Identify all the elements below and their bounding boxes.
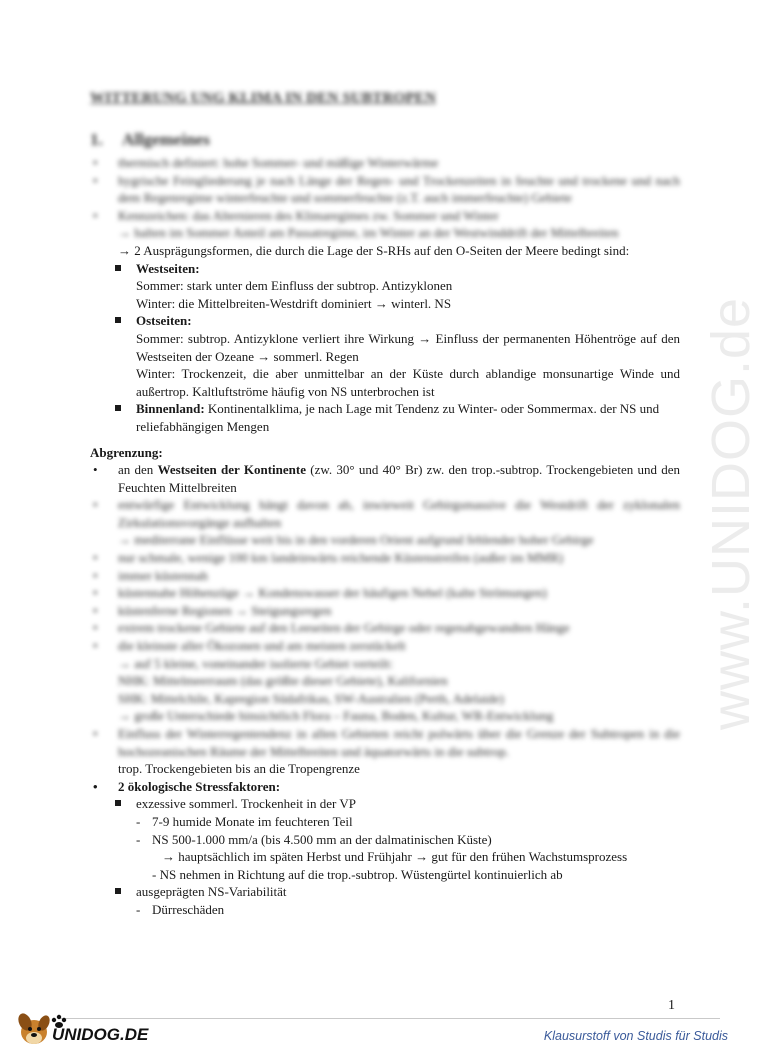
list-item: • küstennahe Höhenzüge → Kondenswasser der häufigen Nebel (kalte Strömungen) bbox=[90, 584, 680, 602]
page-number: 1 bbox=[668, 998, 675, 1013]
list-item: • thermisch definiert: hohe Sommer- und mäßige Winterwärme bbox=[90, 154, 680, 172]
binnenland-heading: Binnenland: bbox=[136, 401, 205, 417]
page-title: WITTERUNG UNG KLIMA IN DEN SUBTROPEN bbox=[90, 90, 436, 106]
footer-tagline: Klausurstoff von Studis für Studis bbox=[543, 1029, 728, 1043]
list-item-continuation: trop. Trockengebieten bis an die Tropengrenze bbox=[118, 761, 360, 777]
document-body bbox=[90, 154, 680, 919]
list-item: • hygrische Feingliederung je nach Länge der Regen- und Trockenzeiten in feuchte und trockene und nach dem Regenregime winterfeuchte und sommerfeuchte (z.T. auch immerfeuchte) Gebiete bbox=[90, 172, 680, 207]
binnenland-text: Kontinentalklima, je nach Lage mit Tendenz zu Winter- oder Sommermax. der NS und reliefabhängigen Mengen bbox=[136, 401, 660, 434]
list-item-continuation: → halten im Sommer Anteil am Passatregime, im Winter an der Westwinddrift der Mittelbreiten bbox=[118, 225, 619, 241]
list-item: • nur schmale, wenige 100 km landeinwärts reichende Küstenstreifen (außer im MMR) bbox=[90, 549, 680, 567]
list-item: • Kennzeichen: das Alternieren des Klimaregimes zw. Sommer und Winter bbox=[90, 207, 680, 225]
list-item-continuation: → mediterrane Einflüsse weit bis in den vorderen Orient aufgrund fehlender hoher Gebirge bbox=[118, 532, 594, 548]
abgrenzung-heading: Abgrenzung: bbox=[90, 444, 163, 460]
list-item: • extrem trockene Gebiete auf den Leeseiten der Gebirge oder regenabgewandten Hänge bbox=[90, 619, 680, 637]
stress-subitem-arrow: → hauptsächlich im späten Herbst und Frühjahr → gut für den frühen Wachstumsprozess bbox=[162, 849, 628, 865]
abgrenzung-text: an den bbox=[118, 462, 154, 478]
watermark: www.UNIDOG.de bbox=[701, 296, 761, 730]
stress-subitem: - 7-9 humide Monate im feuchteren Teil bbox=[90, 813, 680, 831]
abgrenzung-text: (zw. 30° und 40° Br) zw. den trop.-subtrop. Trockengebieten und den Feuchten Mittelbreiten bbox=[118, 462, 681, 495]
binnenland-item bbox=[90, 400, 680, 435]
list-item: • immer küstennah bbox=[90, 567, 680, 585]
ostseiten-winter: Winter: Trockenzeit, die aber unmittelbar an der Küste durch ablandige monsunartige Winde und außertrop. Kaltluftströme häufig von NS unterbrochen ist bbox=[136, 366, 680, 399]
ostseiten-heading: Ostseiten: bbox=[90, 312, 680, 330]
list-item-continuation: SHK: Mittelchile, Kapregion Südafrikas, SW-Australien (Perth, Adelaide) bbox=[118, 690, 504, 706]
westseiten-winter: Winter: die Mittelbreiten-Westdrift dominiert → winterl. NS bbox=[136, 295, 452, 311]
list-item: • küstenferne Regionen → Steigungsregen bbox=[90, 602, 680, 620]
list-item-continuation: → auf 5 kleine, voneinander isolierte Gebiet verteilt: bbox=[118, 655, 394, 671]
logo-text: UNIDOG.DE bbox=[52, 1025, 149, 1044]
ostseiten-summer: Sommer: subtrop. Antizyklone verliert ihre Wirkung → Einfluss der permanenten Höhentröge auf den Westseiten der Ozeane → sommerl. Regen bbox=[136, 330, 680, 364]
list-item: • entwürfige Entwicklung hängt davon ab, inwieweit Gebirgsmassive die Westdrift der zyklonalen Zirkulationsvorgänge aufhalten bbox=[90, 496, 680, 531]
list-item bbox=[90, 461, 680, 496]
westseiten-summer: Sommer: stark unter dem Einfluss der subtrop. Antizyklonen bbox=[136, 278, 453, 294]
stress-heading: • 2 ökologische Stressfaktoren: bbox=[90, 778, 680, 796]
westseiten-heading: Westseiten: bbox=[90, 260, 680, 278]
list-item-continuation: → große Unterschiede hinsichtlich Flora – Fauna, Boden, Kultur, WR-Entwicklung bbox=[118, 708, 554, 724]
stress-subitem: - NS 500-1.000 mm/a (bis 4.500 mm an der dalmatinischen Küste) bbox=[90, 831, 680, 849]
stress-item: ausgeprägten NS-Variabilität bbox=[90, 883, 680, 901]
abgrenzung-bold: Westseiten der Kontinente bbox=[157, 462, 306, 478]
stress-subitem: - NS nehmen in Richtung auf die trop.-subtrop. Wüstengürtel kontinuierlich ab bbox=[152, 866, 563, 882]
stress-item: exzessive sommerl. Trockenheit in der VP bbox=[90, 795, 680, 813]
list-item: • Einfluss der Winterregentendenz in allen Gebieten reicht polwärts über die Grenze der Subtropen in die hochozeanischen Räume der Mittelbreiten und äquatorwärts in die subtrop. bbox=[90, 725, 680, 760]
section-heading bbox=[90, 130, 210, 150]
stress-subitem: - Dürreschäden bbox=[90, 901, 680, 919]
section-title: Allgemeines bbox=[122, 130, 210, 149]
forms-line: → 2 Ausprägungsformen, die durch die Lage der S-RHs auf den O-Seiten der Meere bedingt sind: bbox=[118, 242, 630, 258]
list-item: • die kleinste aller Ökozonen und am meisten zerstückelt bbox=[90, 637, 680, 655]
list-item-continuation: NHK: Mittelmeerraum (das größte dieser Gebiete), Kalifornien bbox=[118, 673, 448, 689]
section-number: 1. bbox=[90, 130, 103, 149]
